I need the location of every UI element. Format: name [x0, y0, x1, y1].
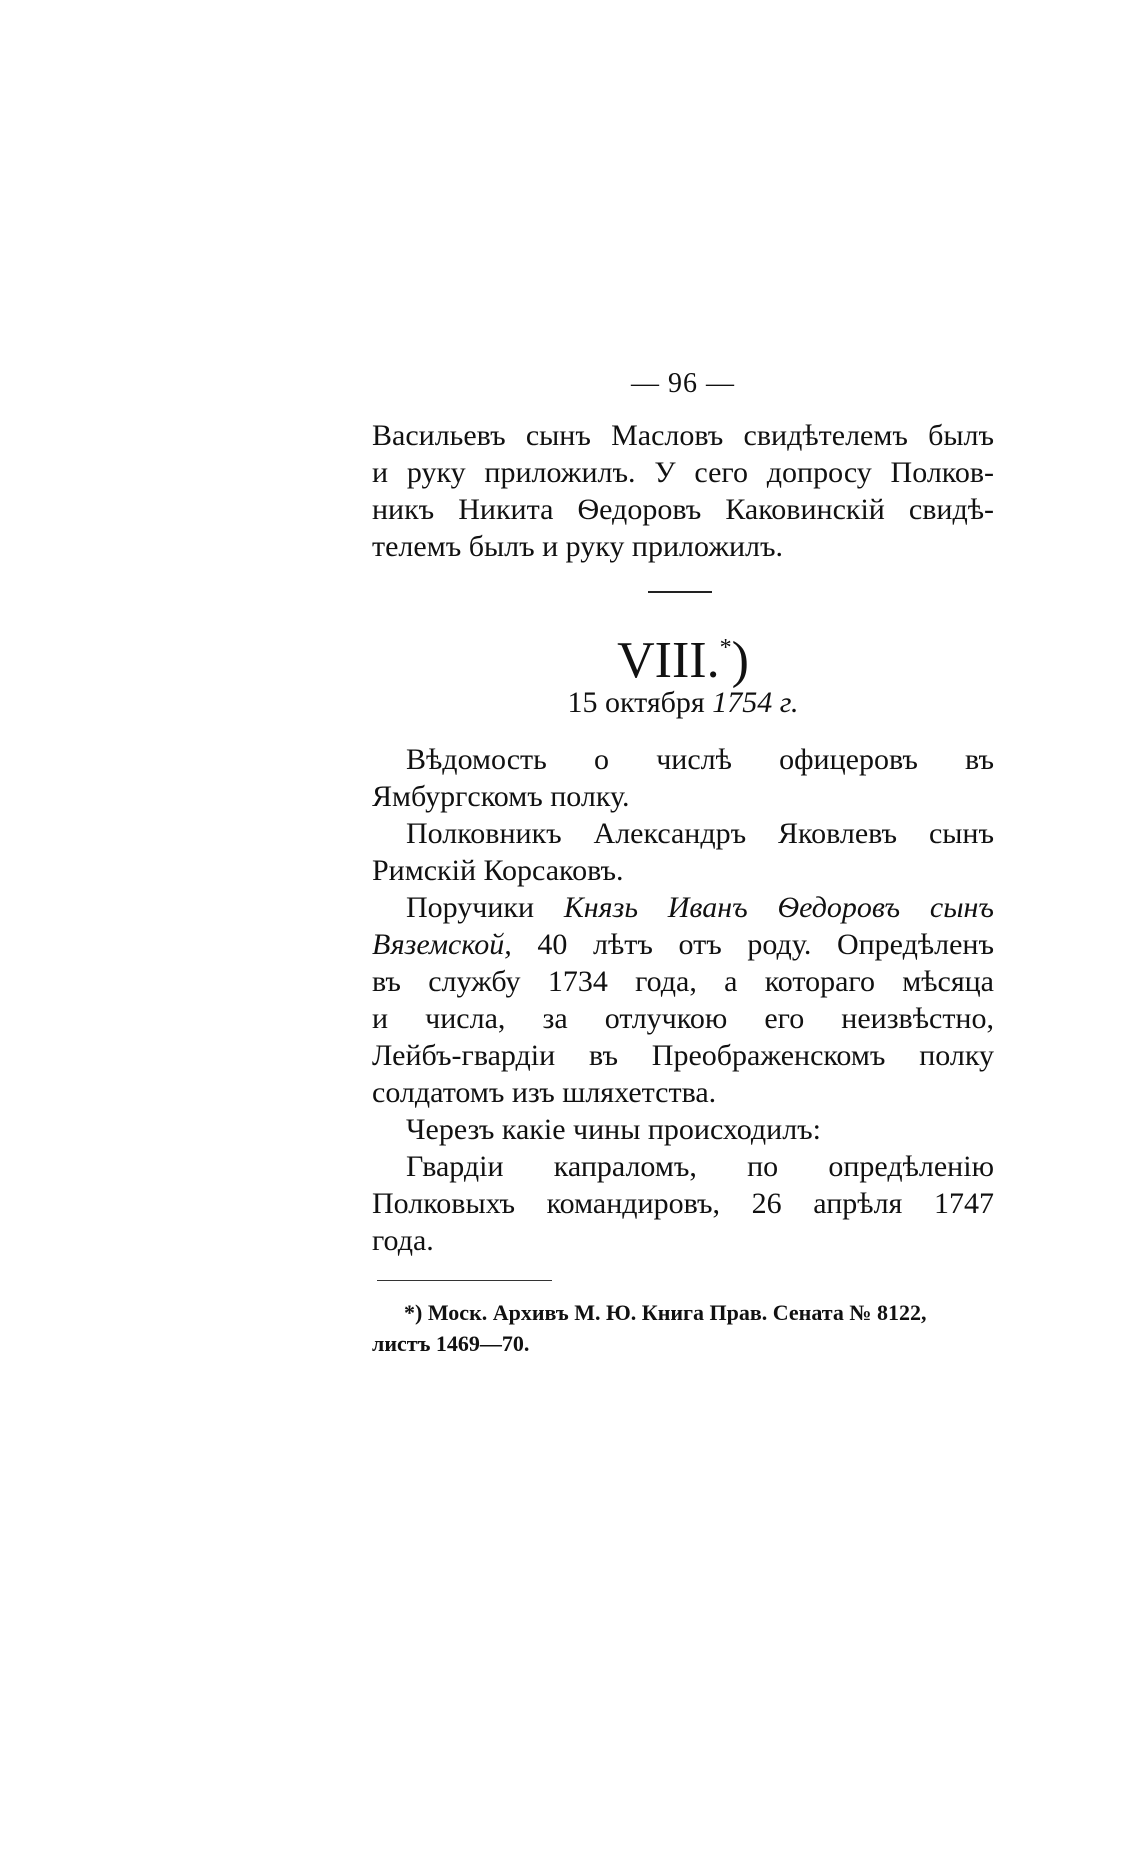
text-line: Гвардіи капраломъ, по опредѣленію [406, 1150, 994, 1183]
section-numeral: VIII. [617, 632, 720, 689]
paragraph-vedomost [372, 741, 994, 815]
footnote-line: листъ 1469—70. [372, 1331, 530, 1356]
paragraph-polkovnik [372, 815, 994, 889]
intro-line: Васильевъ сынъ Масловъ свидѣтелемъ былъ [372, 419, 994, 452]
intro-paragraph [372, 417, 994, 565]
date-day-month: 15 октября [567, 686, 705, 719]
rank-label: Поручики [406, 891, 535, 924]
footnote-marker: * [719, 635, 732, 661]
text-line: и числа, за отлучкою его неизвѣстно, [372, 1002, 994, 1035]
intro-line: никъ Никита Ѳедоровъ Каковинскій свидѣ- [372, 493, 994, 526]
date-year: 1754 г. [712, 686, 799, 719]
officer-name: Князь Иванъ Ѳедоровъ сынъ [563, 891, 994, 924]
paragraph-chiny [372, 1111, 994, 1148]
paragraph-poruchiki [372, 889, 994, 1111]
section-heading [372, 618, 994, 691]
text-line [372, 926, 994, 963]
footnote-line: *) Моск. Архивъ М. Ю. Книга Прав. Сената № 8122, [404, 1300, 927, 1325]
text-line: года. [372, 1224, 434, 1257]
text-line: Ямбургскомъ полку. [372, 780, 630, 813]
page-number: — 96 — [631, 368, 735, 399]
text-fragment: 40 лѣтъ отъ роду. Опредѣленъ [537, 928, 994, 961]
section-divider [648, 591, 712, 593]
text-line: Полковникъ Александръ Яковлевъ сынъ [406, 817, 994, 850]
body-text [372, 741, 994, 1259]
text-line: Вѣдомость о числѣ офицеровъ въ [406, 743, 994, 776]
text-line: Лейбъ-гвардіи въ Преображенскомъ полку [372, 1039, 994, 1072]
section-paren: ) [731, 632, 749, 689]
document-date [372, 686, 994, 720]
intro-line: телемъ былъ и руку приложилъ. [372, 530, 784, 563]
text-line: солдатомъ изъ шляхетства. [372, 1076, 717, 1109]
text-line: Черезъ какіе чины происходилъ: [406, 1113, 822, 1146]
text-line [372, 889, 994, 926]
text-line: въ службу 1734 года, а котораго мѣсяца [372, 965, 994, 998]
footnote [372, 1297, 994, 1359]
paragraph-gvardii [372, 1148, 994, 1259]
officer-surname: Вяземской, [372, 928, 512, 961]
text-line: Полковыхъ командировъ, 26 апрѣля 1747 [372, 1187, 994, 1220]
footnote-divider [377, 1280, 552, 1281]
text-line: Римскій Корсаковъ. [372, 854, 624, 887]
intro-line: и руку приложилъ. У сего допросу Полков- [372, 456, 994, 489]
